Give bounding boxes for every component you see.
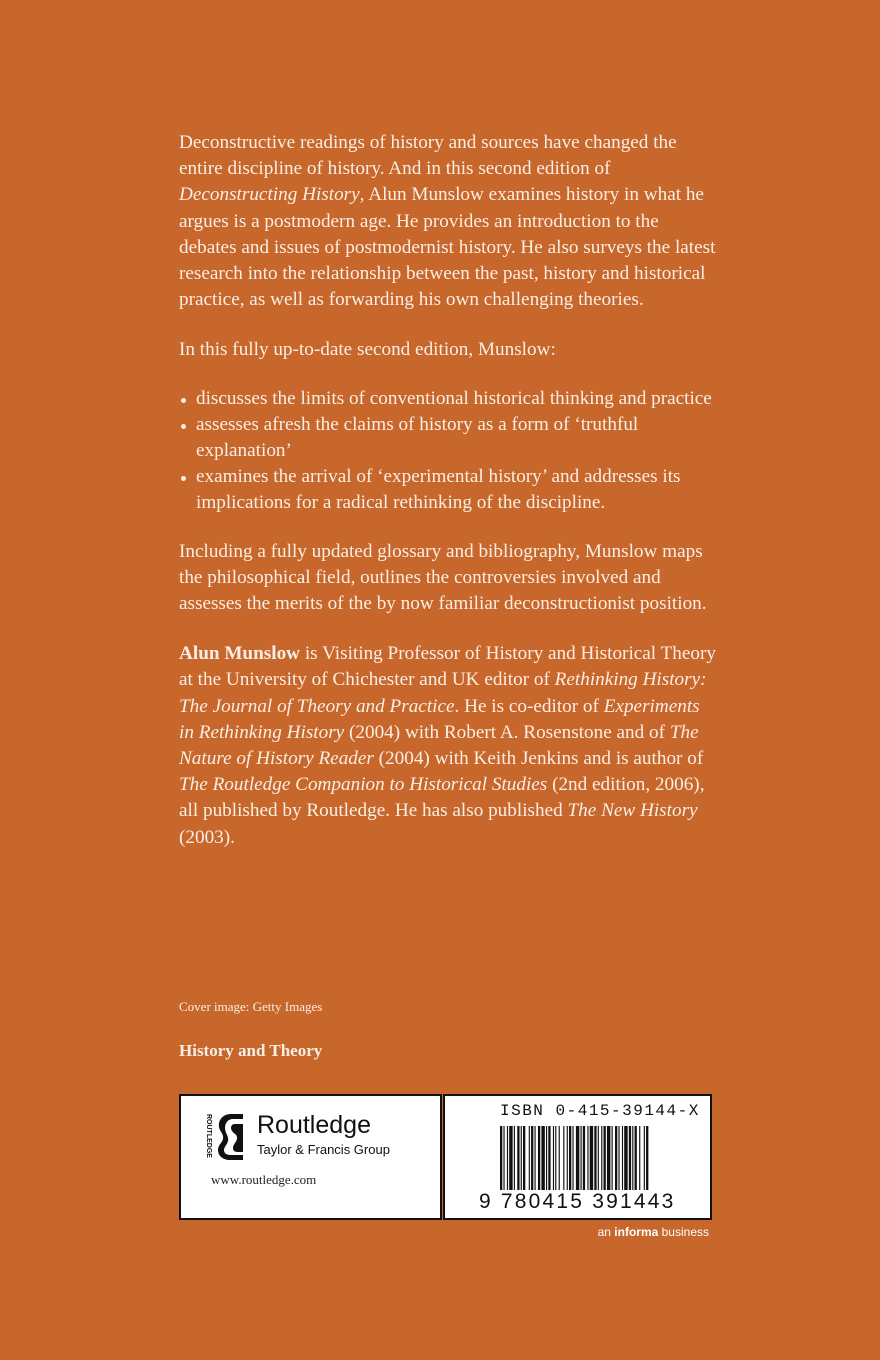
isbn-label: ISBN 0-415-39144-X	[500, 1102, 700, 1120]
bio-title-italic: Rethinking History: The Journal of Theory and Practice	[179, 669, 707, 717]
barcode-bar	[569, 1126, 571, 1190]
bio-title-italic: Experiments in Rethinking History	[179, 695, 700, 743]
profile-inner-shape	[231, 1124, 243, 1152]
barcode-bar	[629, 1126, 631, 1190]
cover-image-credit: Cover image: Getty Images	[179, 999, 323, 1014]
back-cover-text	[179, 130, 719, 875]
logo-vertical-text: ROUTLEDGE	[205, 1114, 212, 1158]
bullet-item: examines the arrival of ‘experimental history’ and addresses its implications for a radical rethinking of the discipline.	[179, 464, 719, 516]
barcode-bar	[517, 1126, 519, 1190]
bullet-item: discusses the limits of conventional historical thinking and practice	[179, 386, 719, 412]
barcode-bar	[601, 1126, 602, 1190]
barcode-bar	[555, 1126, 556, 1190]
publisher-box	[179, 1094, 442, 1220]
barcode-bar	[615, 1126, 617, 1190]
barcode-bar	[644, 1126, 645, 1190]
barcode-bar	[622, 1126, 623, 1190]
barcode-bar	[594, 1126, 596, 1190]
barcode-bar	[546, 1126, 547, 1190]
barcode-bar	[529, 1126, 530, 1190]
barcode-box	[443, 1094, 712, 1220]
barcode-bar	[553, 1126, 554, 1190]
barcode-bar	[531, 1126, 533, 1190]
publisher-name: Routledge	[257, 1111, 371, 1139]
description-paragraph-1	[179, 130, 719, 313]
barcode-icon	[500, 1126, 700, 1190]
barcode-bar	[548, 1126, 550, 1190]
barcode-bar	[590, 1126, 593, 1190]
barcode-bar	[639, 1126, 640, 1190]
bio-text: is Visiting Professor of History and Historical Theory at the University of Chichester and UK editor of	[179, 643, 716, 691]
barcode-bar	[624, 1126, 627, 1190]
barcode-bar	[583, 1126, 585, 1190]
barcode-bar	[576, 1126, 579, 1190]
barcode-bar	[581, 1126, 582, 1190]
informa-suffix: business	[658, 1225, 709, 1239]
barcode-bar	[646, 1126, 648, 1190]
barcode-bar	[563, 1126, 564, 1190]
bio-title-italic: The Routledge Companion to Historical Studies	[179, 774, 548, 796]
author-bio	[179, 641, 719, 851]
bio-text: . He is co-editor of	[454, 695, 604, 717]
barcode-bar	[587, 1126, 588, 1190]
barcode-bar	[503, 1126, 504, 1190]
barcode-bar	[612, 1126, 613, 1190]
barcode-bar	[567, 1126, 568, 1190]
bio-title-italic: The New History	[567, 800, 698, 822]
author-name: Alun Munslow	[179, 643, 301, 665]
barcode-bar	[604, 1126, 606, 1190]
barcode-bar	[523, 1126, 525, 1190]
bio-text: (2nd edition, 2006), all published by Routledge. He has also published	[179, 774, 705, 822]
description-text: , Alun Munslow examines history in what he argues is a postmodern age. He provides an introduction to the debates and issues of postmodernist history. He also surveys the latest research into the relationship between the past, history and historical practice, as well as forwarding his own challenging theories.	[179, 184, 716, 311]
barcode-bar	[509, 1126, 512, 1190]
informa-prefix: an	[597, 1225, 615, 1239]
bullet-list	[179, 386, 719, 517]
barcode-bar	[607, 1126, 610, 1190]
barcode-bar	[521, 1126, 522, 1190]
barcode-bar	[618, 1126, 619, 1190]
barcode-bar	[507, 1126, 508, 1190]
description-paragraph-3: Including a fully updated glossary and bibliography, Munslow maps the philosophical field, outlines the controversies involved and assesses the merits of the by now familiar deconstructionist position.	[179, 540, 707, 615]
barcode-bar	[559, 1126, 560, 1190]
barcode-bar	[535, 1126, 536, 1190]
description-text: Deconstructive readings of history and sources have changed the entire discipline of history. And in this second edition of	[179, 132, 677, 180]
barcode-bar	[514, 1126, 515, 1190]
barcode-bar	[635, 1126, 637, 1190]
ean-digits: 9 780415 391443	[479, 1190, 676, 1213]
description-paragraph-2: In this fully up-to-date second edition, Munslow:	[179, 339, 556, 361]
bio-text: (2004) with Keith Jenkins and is author of	[373, 748, 704, 770]
series-name: History and Theory	[179, 1041, 323, 1060]
book-title-italic: Deconstructing History	[179, 184, 360, 206]
barcode-bar	[572, 1126, 573, 1190]
bio-title-italic: The Nature of History Reader	[179, 721, 699, 770]
routledge-logo-icon	[205, 1110, 249, 1162]
barcode-bar	[598, 1126, 599, 1190]
bio-text: (2004) with Robert A. Rosenstone and of	[344, 721, 670, 743]
informa-brand: informa	[614, 1225, 659, 1239]
bio-text: (2003).	[179, 826, 235, 848]
barcode-bar	[538, 1126, 540, 1190]
barcode-bar	[500, 1126, 502, 1190]
publisher-group: Taylor & Francis Group	[257, 1142, 390, 1157]
informa-tagline	[598, 1225, 709, 1239]
bullet-item: assesses afresh the claims of history as a form of ‘truthful explanation’	[179, 412, 719, 464]
publisher-url: www.routledge.com	[211, 1172, 317, 1187]
barcode-bar	[632, 1126, 633, 1190]
barcode-bar	[541, 1126, 544, 1190]
